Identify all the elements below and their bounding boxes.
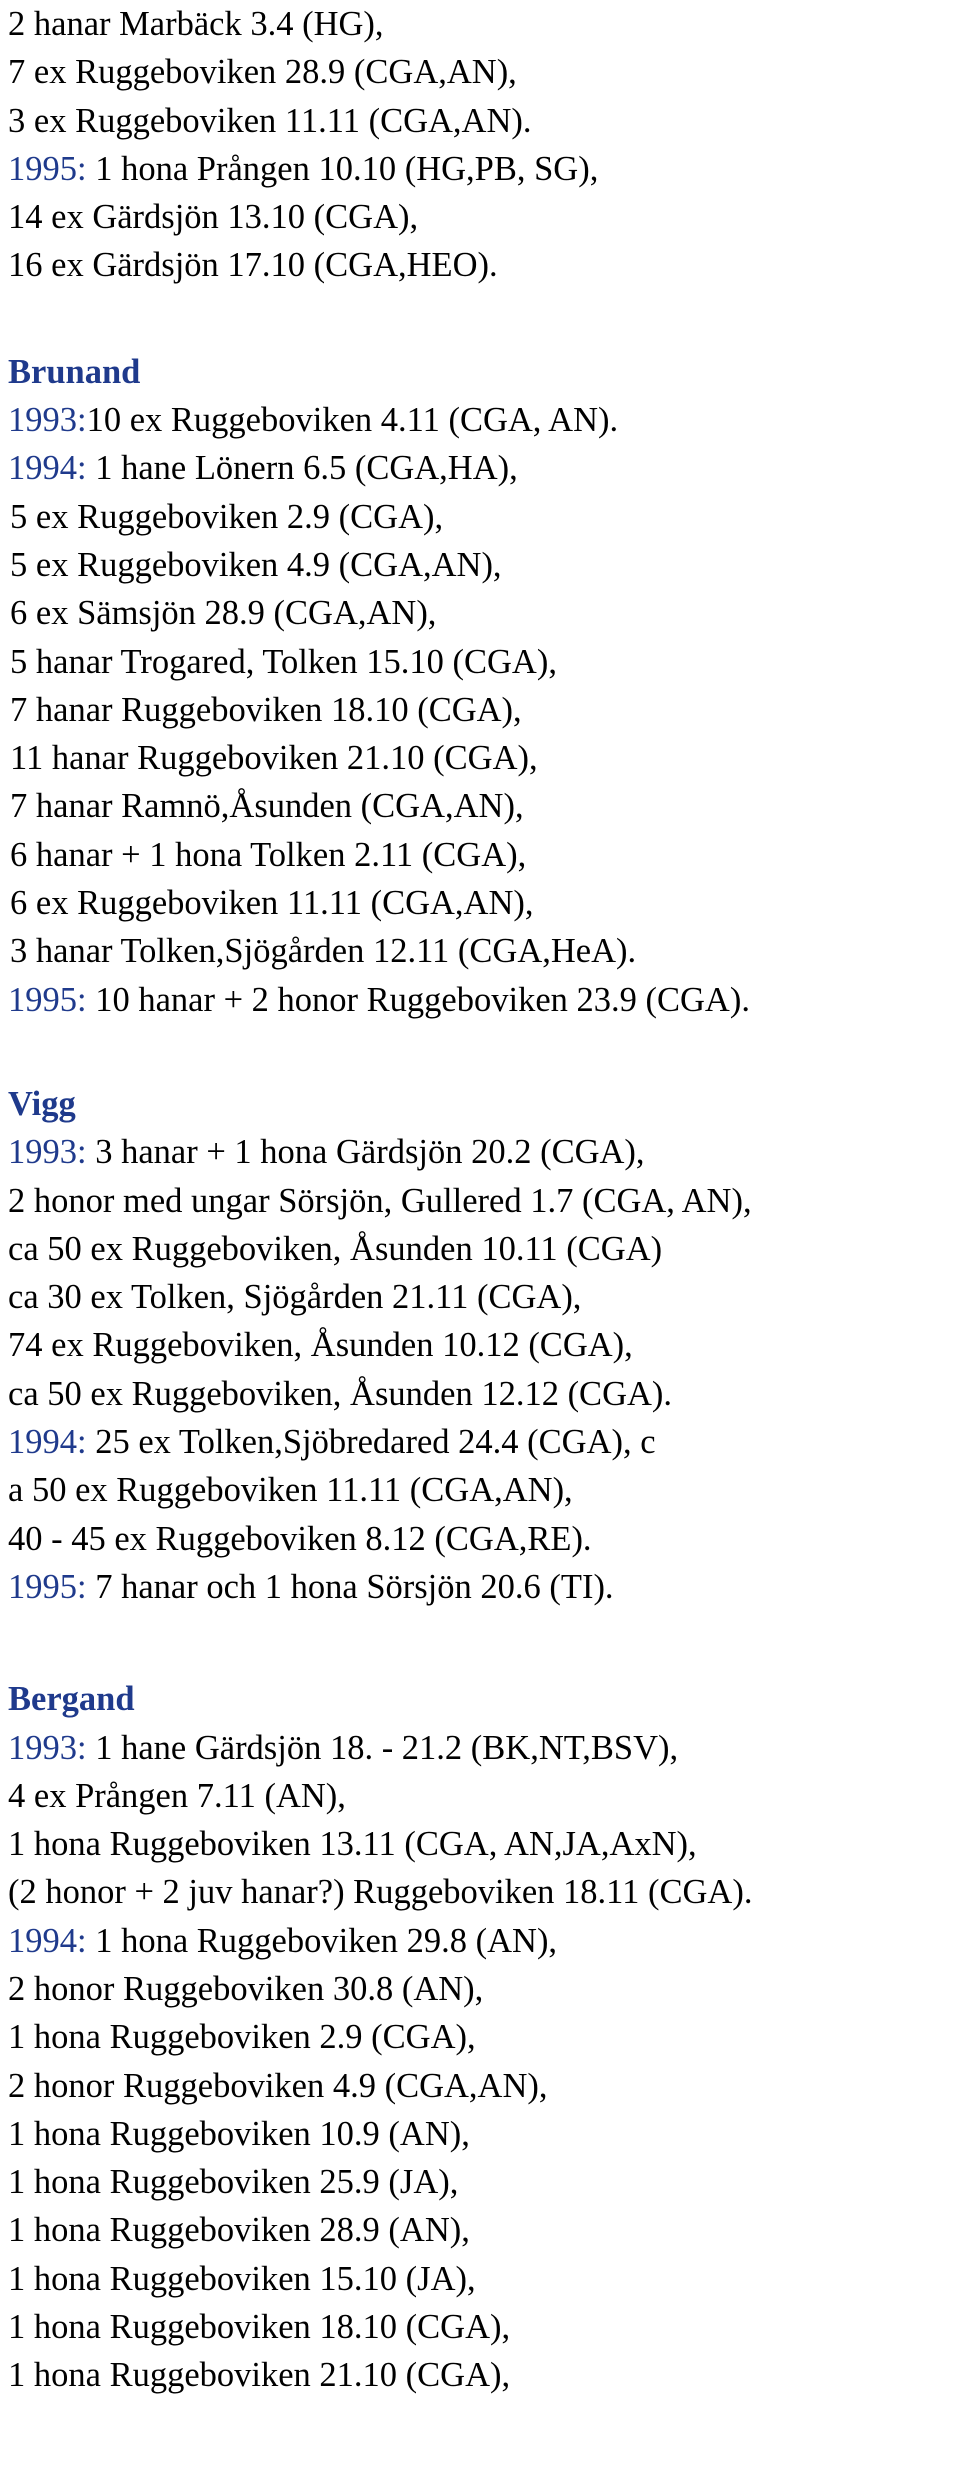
- text-line: 6 ex Sämsjön 28.9 (CGA,AN),: [10, 594, 437, 633]
- year-label: 1994:: [8, 449, 87, 488]
- text-line: [8, 1418, 953, 1466]
- text-line: 1 hona Ruggeboviken 10.9 (AN),: [8, 2114, 470, 2153]
- text-line: 2 honor med ungar Sörsjön, Gullered 1.7 (CGA, AN),: [8, 1181, 752, 1220]
- text-line: ca 50 ex Ruggeboviken, Åsunden 10.11 (CGA): [8, 1229, 663, 1268]
- text-line: [8, 976, 953, 1024]
- text-line: 11 hanar Ruggeboviken 21.10 (CGA),: [10, 739, 538, 778]
- text-line: 2 honor Ruggeboviken 4.9 (CGA,AN),: [8, 2066, 548, 2105]
- text-line: 10 hanar + 2 honor Ruggeboviken 23.9 (CGA).: [86, 980, 750, 1019]
- text-line: 14 ex Gärdsjön 13.10 (CGA),: [8, 198, 419, 237]
- text-line: 7 ex Ruggeboviken 28.9 (CGA,AN),: [8, 53, 517, 92]
- text-line: 1 hona Ruggeboviken 2.9 (CGA),: [8, 2018, 476, 2057]
- text-line: 2 honor Ruggeboviken 30.8 (AN),: [8, 1969, 484, 2008]
- text-line: [8, 1917, 953, 1965]
- year-label: 1993:: [8, 1133, 87, 1172]
- year-label: 1995:: [8, 149, 87, 188]
- text-line: 1 hona Ruggeboviken 25.9 (JA),: [8, 2163, 459, 2202]
- text-line: 5 hanar Trogared, Tolken 15.10 (CGA),: [10, 642, 557, 681]
- text-line: 6 ex Ruggeboviken 11.11 (CGA,AN),: [10, 884, 534, 923]
- text-line: 1 hane Lönern 6.5 (CGA,HA),: [86, 449, 518, 488]
- text-line: 1 hona Prången 10.10 (HG,PB, SG),: [95, 149, 599, 188]
- text-line: 1 hona Ruggeboviken 28.9 (AN),: [8, 2211, 470, 2250]
- document-page: [8, 0, 953, 2400]
- text-line: [8, 1724, 953, 1772]
- text-line: 7 hanar Ruggeboviken 18.10 (CGA),: [10, 690, 522, 729]
- section-heading-bergand: Bergand: [8, 1680, 135, 1719]
- text-line: [8, 1563, 953, 1611]
- text-line: [8, 145, 953, 193]
- text-line: 4 ex Prången 7.11 (AN),: [8, 1776, 346, 1815]
- text-line: [8, 396, 953, 444]
- text-line: 1 hane Gärdsjön 18. - 21.2 (BK,NT,BSV),: [86, 1728, 679, 1767]
- text-line: 5 ex Ruggeboviken 4.9 (CGA,AN),: [10, 545, 502, 584]
- text-line: 40 - 45 ex Ruggeboviken 8.12 (CGA,RE).: [8, 1519, 592, 1558]
- text-line: 1 hona Ruggeboviken 15.10 (JA),: [8, 2259, 476, 2298]
- text-line: 7 hanar Ramnö,Åsunden (CGA,AN),: [10, 787, 524, 826]
- text-line: 1 hona Ruggeboviken 18.10 (CGA),: [8, 2308, 511, 2347]
- year-label: 1994:: [8, 1423, 87, 1462]
- text-line: 3 hanar Tolken,Sjögården 12.11 (CGA,HeA).: [10, 932, 637, 971]
- text-line: 1 hona Ruggeboviken 21.10 (CGA),: [8, 2356, 511, 2395]
- text-line: (2 honor + 2 juv hanar?) Ruggeboviken 18.11 (CGA).: [8, 1873, 753, 1912]
- text-line: 10 ex Ruggeboviken 4.11 (CGA, AN).: [86, 401, 619, 440]
- text-line: 3 hanar + 1 hona Gärdsjön 20.2 (CGA),: [86, 1133, 645, 1172]
- year-label: 1995:: [8, 980, 87, 1019]
- text-line: 25 ex Tolken,Sjöbredared 24.4 (CGA), c: [86, 1423, 656, 1462]
- year-label: 1993:: [8, 1728, 87, 1767]
- text-line: 7 hanar och 1 hona Sörsjön 20.6 (TI).: [86, 1567, 614, 1606]
- text-line: [8, 1128, 953, 1176]
- text-line: 1 hona Ruggeboviken 13.11 (CGA, AN,JA,AxN),: [8, 1825, 697, 1864]
- text-line: ca 30 ex Tolken, Sjögården 21.11 (CGA),: [8, 1278, 582, 1317]
- text-line: ca 50 ex Ruggeboviken, Åsunden 12.12 (CGA).: [8, 1374, 673, 1413]
- text-line: [8, 444, 953, 492]
- text-line: 6 hanar + 1 hona Tolken 2.11 (CGA),: [10, 835, 527, 874]
- text-line: 3 ex Ruggeboviken 11.11 (CGA,AN).: [8, 101, 532, 140]
- section-heading-brunand: Brunand: [8, 352, 141, 391]
- text-line: 5 ex Ruggeboviken 2.9 (CGA),: [10, 497, 444, 536]
- section-heading-vigg: Vigg: [8, 1084, 76, 1123]
- text-line: 1 hona Ruggeboviken 29.8 (AN),: [86, 1921, 558, 1960]
- text-line: 74 ex Ruggeboviken, Åsunden 10.12 (CGA),: [8, 1326, 633, 1365]
- text-line: 2 hanar Marbäck 3.4 (HG),: [8, 5, 384, 43]
- text-line: 16 ex Gärdsjön 17.10 (CGA,HEO).: [8, 246, 498, 285]
- year-label: 1994:: [8, 1921, 87, 1960]
- year-label: 1995:: [8, 1567, 87, 1606]
- text-line: a 50 ex Ruggeboviken 11.11 (CGA,AN),: [8, 1471, 573, 1510]
- year-label: 1993:: [8, 401, 87, 440]
